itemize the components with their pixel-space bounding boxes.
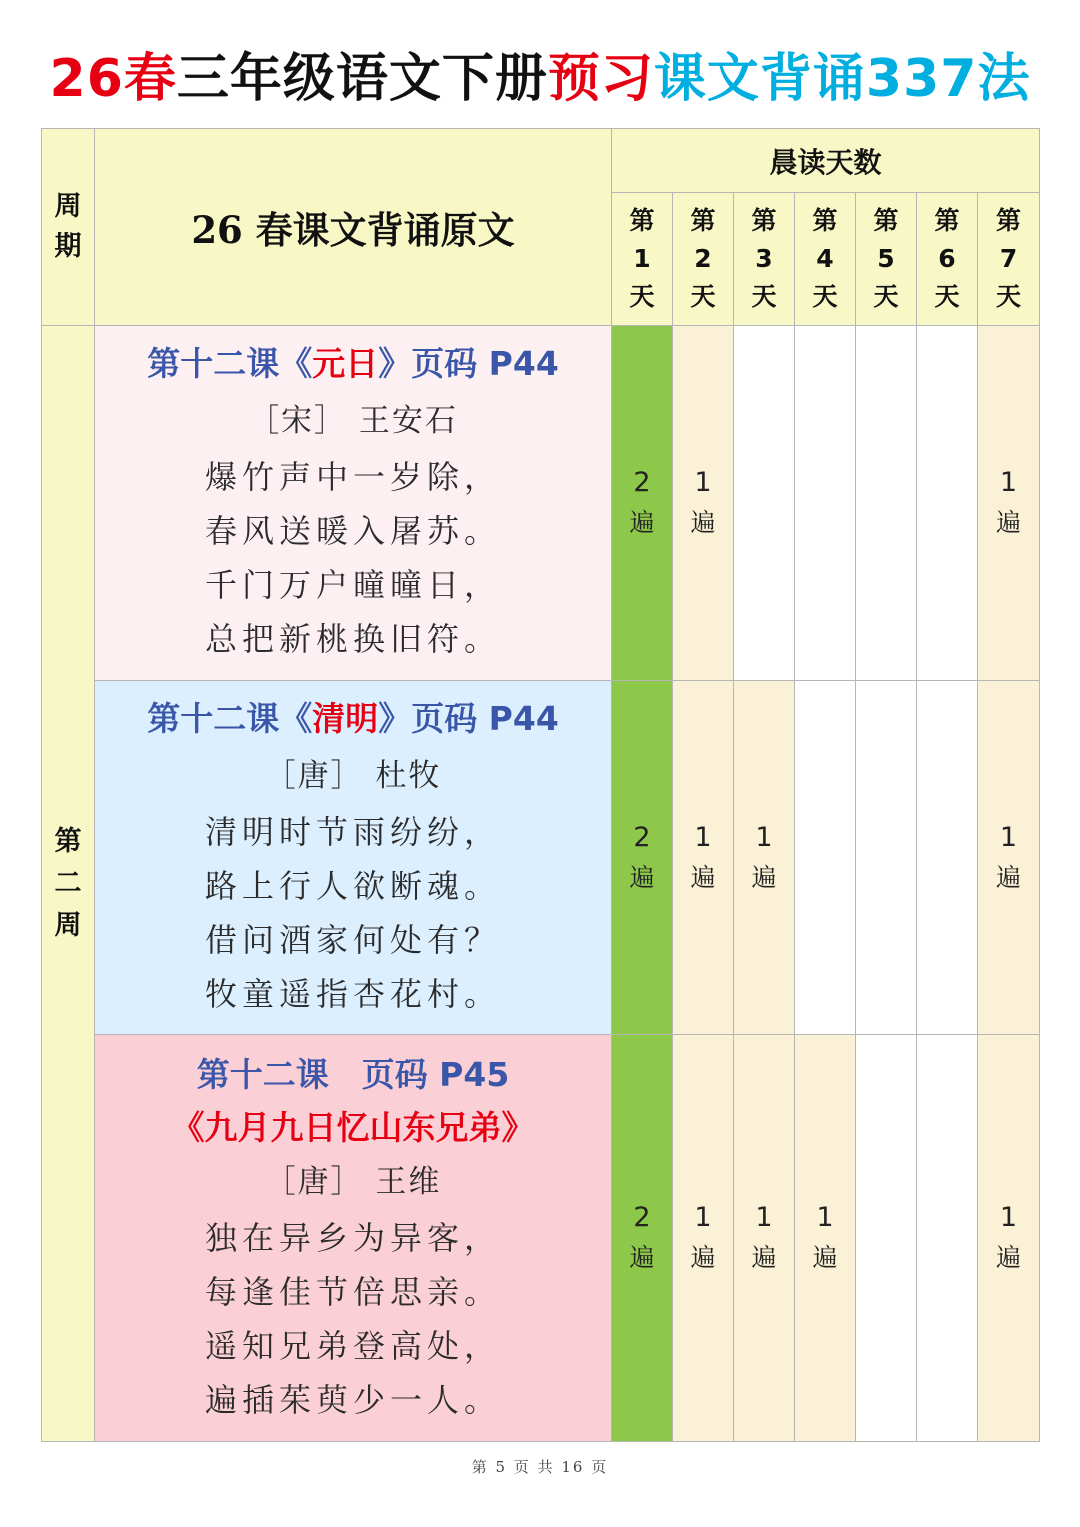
lesson-prefix: 第十二课《 [147, 344, 313, 383]
count-unit: 遍 [629, 508, 655, 537]
count-unit: 遍 [690, 862, 716, 892]
count-unit: 遍 [996, 862, 1022, 892]
count-unit: 遍 [996, 1243, 1022, 1272]
poem-cell-1 [95, 326, 612, 681]
poem-line: 爆竹声中一岁除， [204, 458, 501, 496]
day-6-di: 第 [934, 206, 960, 235]
page-footer: 第 5 页 共 16 页 [471, 1458, 609, 1476]
day-4-tian: 天 [812, 282, 838, 311]
count-cell-empty [917, 1035, 978, 1442]
count-cell [734, 681, 795, 1035]
count-unit: 遍 [690, 1243, 716, 1272]
day-1-di: 第 [629, 206, 655, 235]
count-cell [978, 1035, 1040, 1442]
week-char-1: 第 [54, 825, 82, 857]
poem-line: 千门万户曈曈日， [204, 566, 501, 604]
day-5-di: 第 [873, 206, 899, 235]
count-unit: 遍 [629, 1243, 655, 1272]
count-cell [612, 326, 673, 681]
lesson-heading: 第十二课 页码 P45 [196, 1055, 510, 1094]
count-cell [673, 1035, 734, 1442]
count-cell-empty [917, 326, 978, 681]
day-3-num: 3 [755, 244, 773, 273]
header-zhouqi [42, 129, 95, 326]
count-unit: 遍 [751, 862, 777, 892]
header-day-5 [856, 193, 917, 326]
poem-title: 清明 [312, 699, 379, 738]
day-7-tian: 天 [996, 282, 1022, 311]
poem-line: 牧童遥指杏花村。 [204, 975, 501, 1013]
poem-row-2 [42, 681, 1040, 1035]
title-part-1: 26春 [49, 49, 177, 109]
week-label [42, 326, 95, 1442]
count-cell-empty [795, 326, 856, 681]
count-cell-empty [734, 326, 795, 681]
header-row-1 [42, 129, 1040, 193]
poem-row-1 [42, 326, 1040, 681]
count-unit: 遍 [751, 1243, 777, 1272]
day-5-tian: 天 [873, 282, 899, 311]
count-unit: 遍 [812, 1243, 838, 1272]
count-cell [673, 326, 734, 681]
poem-line: 独在异乡为异客， [204, 1219, 501, 1257]
count-unit: 遍 [996, 508, 1022, 537]
title-part-2: 三年级语文下册 [176, 49, 548, 109]
poem-line: 每逢佳节倍思亲。 [204, 1273, 501, 1311]
header-day-3 [734, 193, 795, 326]
day-7-num: 7 [999, 244, 1018, 273]
poem-cell-3 [95, 1035, 612, 1442]
count-cell-empty [856, 326, 917, 681]
poem-line: 遍插茱萸少一人。 [204, 1381, 501, 1419]
count-cell-empty [917, 681, 978, 1035]
count-cell [673, 681, 734, 1035]
count-cell [734, 1035, 795, 1442]
count-number: 1 [755, 821, 773, 853]
poem-cell-2 [95, 681, 612, 1035]
count-number: 1 [999, 467, 1018, 498]
lesson-heading [95, 336, 611, 392]
header-day-4 [795, 193, 856, 326]
lesson-suffix: 》页码 P44 [378, 344, 559, 383]
poem-title: 《九月九日忆山东兄弟》 [171, 1108, 535, 1147]
lesson-suffix: 》页码 P44 [378, 699, 559, 738]
count-unit: 遍 [690, 508, 716, 537]
day-3-di: 第 [751, 206, 777, 235]
count-number: 2 [633, 467, 651, 498]
day-1-tian: 天 [629, 282, 655, 311]
poem-line: 清明时节雨纷纷， [204, 813, 501, 851]
count-cell-empty [856, 681, 917, 1035]
day-2-num: 2 [694, 244, 712, 273]
count-number: 2 [633, 821, 651, 853]
title-part-3: 预习 [547, 49, 654, 109]
poem-row-3 [42, 1035, 1040, 1442]
week-char-3: 周 [54, 909, 82, 941]
poem-line: 遥知兄弟登高处， [204, 1327, 501, 1365]
poem-line: 春风送暖入屠苏。 [204, 512, 501, 550]
lesson-prefix: 第十二课《 [147, 699, 313, 738]
header-day-1 [612, 193, 673, 326]
week-char-2: 二 [54, 867, 82, 899]
header-day-7 [978, 193, 1040, 326]
count-cell-empty [795, 681, 856, 1035]
poem-line: 路上行人欲断魂。 [204, 867, 501, 905]
count-unit: 遍 [629, 862, 655, 892]
recitation-plan-table [41, 128, 1040, 1442]
day-6-tian: 天 [934, 282, 960, 311]
day-3-tian: 天 [751, 282, 777, 311]
count-cell [612, 681, 673, 1035]
header-day-6 [917, 193, 978, 326]
header-yuanwen: 26 春课文背诵原文 [95, 129, 612, 326]
poem-author: ［唐］ 王维 [264, 1164, 442, 1200]
poem-line: 借问酒家何处有？ [204, 921, 501, 959]
count-cell [978, 681, 1040, 1035]
count-cell [978, 326, 1040, 681]
count-number: 2 [633, 1202, 651, 1233]
count-number: 1 [755, 1202, 773, 1233]
day-7-di: 第 [996, 206, 1022, 235]
day-4-di: 第 [812, 206, 838, 235]
day-4-num: 4 [816, 244, 834, 273]
header-zhouqi-char-2: 期 [54, 231, 82, 262]
count-number: 1 [694, 821, 712, 853]
day-2-di: 第 [690, 206, 716, 235]
poem-author: ［唐］ 杜牧 [264, 758, 442, 794]
count-number: 1 [816, 1202, 834, 1233]
day-5-num: 5 [877, 244, 895, 273]
poem-title: 元日 [312, 344, 379, 383]
lesson-heading [95, 691, 611, 747]
count-cell-empty [856, 1035, 917, 1442]
header-day-2 [673, 193, 734, 326]
count-number: 1 [999, 821, 1018, 853]
page-title [0, 44, 1080, 114]
count-cell [612, 1035, 673, 1442]
count-number: 1 [694, 1202, 712, 1233]
count-number: 1 [694, 467, 712, 498]
header-zhouqi-char-1: 周 [54, 191, 82, 222]
count-number: 1 [999, 1202, 1018, 1233]
title-part-4: 课文背诵337法 [653, 49, 1031, 109]
day-1-num: 1 [633, 244, 651, 273]
count-cell [795, 1035, 856, 1442]
day-6-num: 6 [938, 244, 956, 273]
poem-author: ［宋］ 王安石 [248, 403, 458, 439]
day-2-tian: 天 [690, 282, 716, 311]
poem-line: 总把新桃换旧符。 [204, 620, 501, 658]
header-chendu: 晨读天数 [612, 129, 1040, 193]
